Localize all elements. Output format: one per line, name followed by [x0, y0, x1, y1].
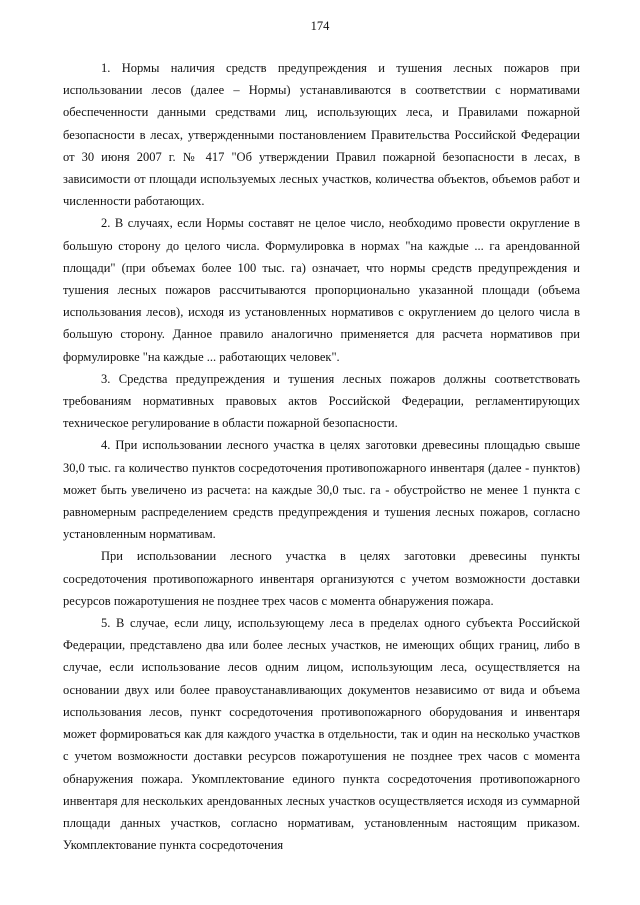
paragraph-2: 2. В случаях, если Нормы составят не целое число, необходимо провести округление в большую сторону до целого числа. Формулировка в нормах "на каждые ... га арендованной площади" (при объемах более 100 тыс. га) означает, что нормы средств предупреждения и тушения лесных пожаров рассчитываются пропорционально указанной площади (объема использования лесов), исходя из установленных нормативов с округлением до целого числа в большую сторону. Данное правило аналогично применяется для расчета нормативов при формулировке "на каждые ... работающих человек".	[63, 216, 580, 364]
paragraph-4-continued: При использовании лесного участка в целях заготовки древесины пункты сосредоточения противопожарного инвентаря организуются с учетом возможности доставки ресурсов пожаротушения не позднее трех часов с момента обнаружения пожара.	[63, 549, 580, 608]
page-number: 174	[310, 19, 330, 33]
paragraph-3: 3. Средства предупреждения и тушения лесных пожаров должны соответствовать требованиям нормативных правовых актов Российской Федерации, регламентирующих техническое регулирование в области пожарной безопасности.	[63, 371, 580, 431]
paragraph-5: 5. В случае, если лицу, использующему леса в пределах одного субъекта Российской Федерации, представлено два или более лесных участков, не имеющих общих границ, либо в случае, если использование лесов одним лицом, использующим леса, осуществляется на основании двух или более правоустанавливающих документов независимо от вида и объема использования лесов, пункт сосредоточения противопожарного оборудования и инвентаря может формироваться как для каждого участка в отдельности, так и один на несколько участков с учетом возможности доставки ресурсов пожаротушения не позднее трех часов с момента обнаружения пожара. Укомплектование единого пункта сосредоточения противопожарного инвентаря для нескольких арендованных лесных участков осуществляется исходя из суммарной площади данных участков, согласно нормативам, установленным настоящим приказом. Укомплектование пункта сосредоточения	[63, 616, 580, 853]
paragraph-1: 1. Нормы наличия средств предупреждения и тушения лесных пожаров при использовании лесов (далее – Нормы) устанавливаются в соответствии с нормативами обеспеченности данными средствами лиц, использующих леса, и Правилами пожарной безопасности в лесах, утвержденными постановлением Правительства Российской Федерации от 30 июня 2007 г. № 417 "Об утверждении Правил пожарной безопасности в лесах, в зависимости от площади используемых лесных участков, количества объектов, объемов работ и численности работающих.	[63, 61, 580, 209]
document-body	[63, 57, 580, 856]
paragraph-4: 4. При использовании лесного участка в целях заготовки древесины площадью свыше 30,0 тыс. га количество пунктов сосредоточения противопожарного инвентаря (далее - пунктов) может быть увеличено из расчета: на каждые 30,0 тыс. га - обустройство не менее 1 пункта с равномерным распределением средств предупреждения и тушения лесных пожаров, согласно установленным нормативам.	[63, 438, 580, 542]
